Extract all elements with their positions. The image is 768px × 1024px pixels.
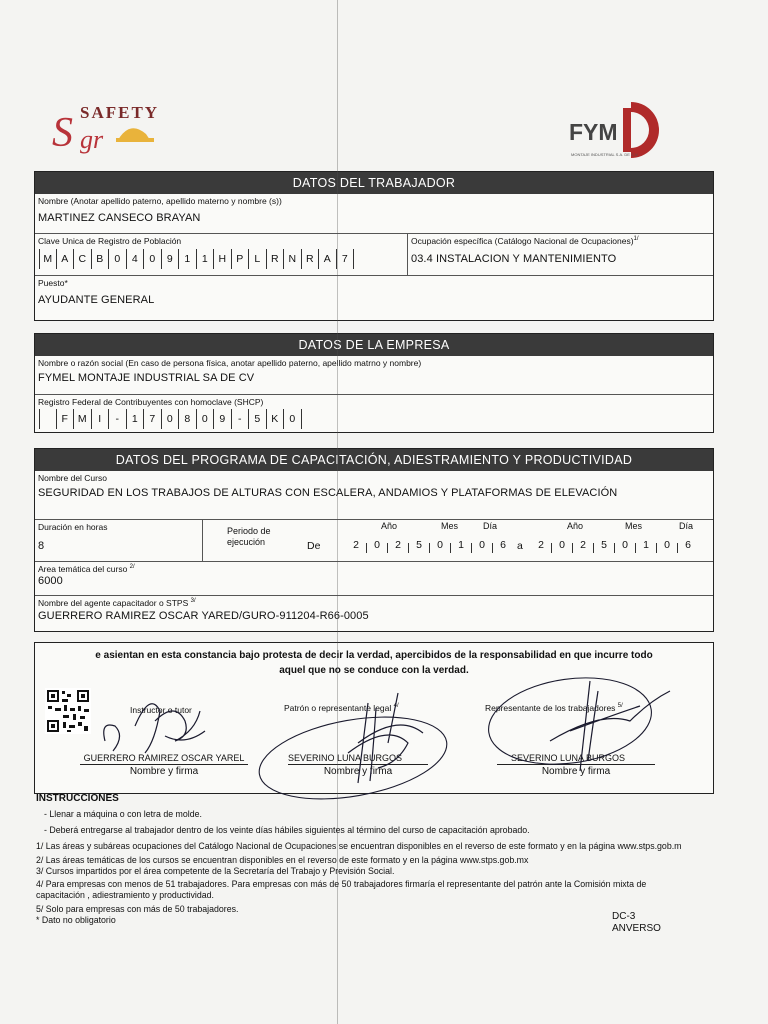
date-separator bbox=[677, 543, 678, 553]
company-name-value: FYMEL MONTAJE INDUSTRIAL SA DE CV bbox=[38, 372, 255, 384]
curp-char-cell: L bbox=[249, 249, 267, 269]
fecha_inicio-digit: 2 bbox=[395, 539, 401, 551]
worker-name-label: Nombre (Anotar apellido paterno, apellido materno y nombre (s)) bbox=[38, 196, 282, 206]
instructor-label: Instructor o tutor bbox=[130, 705, 192, 715]
footnote: capacitación , adiestramiento y productividad. bbox=[36, 890, 214, 900]
date-separator bbox=[614, 543, 615, 553]
date-separator bbox=[572, 543, 573, 553]
svg-text:S: S bbox=[52, 110, 73, 156]
period-label-1: Periodo de bbox=[227, 526, 271, 536]
employer-footnote-ref: 4/ bbox=[393, 703, 399, 710]
occupation-footnote-ref: 1/ bbox=[633, 236, 639, 243]
workers-rep-caption: Nombre y firma bbox=[541, 766, 611, 777]
fecha_fin-digit: 2 bbox=[538, 539, 544, 551]
start-day-label: Día bbox=[483, 521, 498, 531]
date-separator bbox=[492, 543, 493, 553]
period-label-2: ejecución bbox=[227, 537, 266, 547]
rfc-char-cell: - bbox=[109, 409, 127, 429]
date-separator bbox=[471, 543, 472, 553]
fecha_inicio-digit: 1 bbox=[458, 539, 464, 551]
footnote: 3/ Cursos impartidos por el área competente de la Secretaría del Trabajo y Previsión Social. bbox=[36, 866, 395, 876]
curp-char-cell: 7 bbox=[337, 249, 355, 269]
rfc-cells bbox=[35, 407, 713, 432]
course-name-value: SEGURIDAD EN LOS TRABAJOS DE ALTURAS CON ESCALERA, ANDAMIOS Y PLATAFORMAS DE ELEVACIÓN bbox=[38, 487, 618, 499]
curp-char-cell: B bbox=[92, 249, 110, 269]
declaration-section bbox=[34, 642, 714, 794]
instructor-caption: Nombre y firma bbox=[129, 766, 199, 777]
declaration-line-1: e asientan en esta constancia bajo protesta de decir la verdad, apercibidos de la responsabilidad en que incurre todo bbox=[95, 650, 653, 661]
workers-rep-name: SEVERINO LUNA BURGOS bbox=[510, 753, 626, 763]
curp-char-cell: M bbox=[39, 249, 57, 269]
rfc-label: Registro Federal de Contribuyentes con homoclave (SHCP) bbox=[38, 397, 264, 407]
end-month-label: Mes bbox=[625, 521, 643, 531]
date-separator bbox=[408, 543, 409, 553]
date-separator bbox=[593, 543, 594, 553]
svg-text:gr: gr bbox=[80, 125, 104, 154]
qr-code bbox=[45, 688, 91, 734]
fecha_inicio-digit: 0 bbox=[479, 539, 485, 551]
rfc-char-cell: 1 bbox=[127, 409, 145, 429]
date-separator bbox=[387, 543, 388, 553]
rfc-char-cell: 5 bbox=[249, 409, 267, 429]
program-section-header: DATOS DEL PROGRAMA DE CAPACITACIÓN, ADIESTRAMIENTO Y PRODUCTIVIDAD bbox=[35, 449, 713, 471]
curp-char-cell: H bbox=[214, 249, 232, 269]
instructions-title: INSTRUCCIONES bbox=[36, 793, 119, 804]
fecha_inicio-digit: 0 bbox=[437, 539, 443, 551]
date-separator bbox=[656, 543, 657, 553]
position-label: Puesto* bbox=[38, 278, 68, 288]
rfc-char-cell: 0 bbox=[162, 409, 180, 429]
fecha_fin-digit: 2 bbox=[580, 539, 586, 551]
rfc-char-cell: 8 bbox=[179, 409, 197, 429]
start-year-label: Año bbox=[381, 521, 398, 531]
duration-value: 8 bbox=[38, 540, 45, 552]
curp-char-cell: P bbox=[232, 249, 250, 269]
program-section bbox=[34, 448, 714, 632]
page-fold-line bbox=[337, 0, 338, 1024]
fecha_inicio-digit: 2 bbox=[353, 539, 359, 551]
svg-text:FYM: FYM bbox=[569, 119, 618, 145]
form-code-side: ANVERSO bbox=[612, 923, 661, 934]
trainer-footnote-ref: 3/ bbox=[190, 598, 196, 605]
rfc-char-cell bbox=[39, 409, 57, 429]
end-day-label: Día bbox=[679, 521, 694, 531]
fecha_inicio-digit: 6 bbox=[500, 539, 506, 551]
rfc-char-cell: K bbox=[267, 409, 285, 429]
date-separator bbox=[635, 543, 636, 553]
rfc-char-cell: I bbox=[92, 409, 110, 429]
fecha_inicio-digit: 5 bbox=[416, 539, 422, 551]
fecha_fin-digit: 5 bbox=[601, 539, 607, 551]
curp-char-cell: C bbox=[74, 249, 92, 269]
fecha_fin-digit: 0 bbox=[664, 539, 670, 551]
employer-signature bbox=[248, 663, 468, 803]
occupation-label: Ocupación específica (Catálogo Nacional de Ocupaciones) bbox=[411, 236, 634, 246]
fecha_inicio-digit: 0 bbox=[374, 539, 380, 551]
workers-rep-footnote-ref: 5/ bbox=[617, 703, 623, 710]
subject-area-footnote-ref: 2/ bbox=[129, 564, 135, 571]
start-month-label: Mes bbox=[441, 521, 459, 531]
fecha_fin-digit: 1 bbox=[643, 539, 649, 551]
date-separator bbox=[551, 543, 552, 553]
form-code bbox=[612, 911, 661, 935]
rfc-char-cell: - bbox=[232, 409, 250, 429]
rfc-char-cell: 0 bbox=[284, 409, 302, 429]
footnote: 2/ Las áreas temáticas de los cursos se encuentran disponibles en el reverso de este formato y en la página www.stps.gob.mx bbox=[36, 855, 529, 865]
curp-char-cell: 0 bbox=[109, 249, 127, 269]
instructions bbox=[36, 793, 726, 926]
fecha_fin-digit: 0 bbox=[559, 539, 565, 551]
curp-char-cell: 0 bbox=[144, 249, 162, 269]
footnote: * Dato no obligatorio bbox=[36, 915, 116, 925]
subject-area-label: Area temática del curso bbox=[38, 564, 128, 574]
employer-name: SEVERINO LUNA BURGOS bbox=[287, 753, 403, 763]
svg-text:MONTAJE INDUSTRIAL S.A. DE C.V: MONTAJE INDUSTRIAL S.A. DE C.V. bbox=[571, 152, 639, 157]
instructor-signature-line bbox=[80, 764, 248, 765]
date-separator bbox=[450, 543, 451, 553]
employer-label: Patrón o representante legal bbox=[284, 703, 392, 713]
to-label: a bbox=[517, 540, 523, 552]
curp-char-cell: 1 bbox=[197, 249, 215, 269]
svg-text:SAFETY: SAFETY bbox=[80, 103, 160, 122]
curp-char-cell: 4 bbox=[127, 249, 145, 269]
form-code-id: DC-3 bbox=[612, 911, 636, 922]
footnote: 4/ Para empresas con menos de 51 trabajadores. Para empresas con más de 50 trabajadores firmaría el representante del patrón ante la Comisión mixta de bbox=[36, 879, 647, 889]
workers-rep-signature bbox=[480, 661, 680, 791]
curp-char-cell: R bbox=[302, 249, 320, 269]
instruction-item: - Deberá entregarse al trabajador dentro de los veinte días hábiles siguientes al término del curso de capacitación aprobado. bbox=[44, 825, 530, 835]
curp-label: Clave Unica de Registro de Población bbox=[38, 236, 182, 246]
rfc-char-cell: F bbox=[57, 409, 75, 429]
fecha_fin-digit: 0 bbox=[622, 539, 628, 551]
worker-section bbox=[34, 171, 714, 321]
curp-char-cell: A bbox=[319, 249, 337, 269]
date-separator bbox=[429, 543, 430, 553]
course-name-label: Nombre del Curso bbox=[38, 473, 107, 483]
end-year-label: Año bbox=[567, 521, 584, 531]
rfc-char-cell: 0 bbox=[197, 409, 215, 429]
company-section-header: DATOS DE LA EMPRESA bbox=[35, 334, 713, 356]
declaration-line-2: aquel que no se conduce con la verdad. bbox=[279, 665, 469, 676]
duration-label: Duración en horas bbox=[38, 522, 108, 532]
company-name-label: Nombre o razón social (En caso de persona física, anotar apellido paterno, apellido matrno y nombre) bbox=[38, 358, 422, 368]
rfc-char-cell: 7 bbox=[144, 409, 162, 429]
instructor-name: GUERRERO RAMIREZ OSCAR YAREL bbox=[83, 753, 245, 763]
instruction-item: - Llenar a máquina o con letra de molde. bbox=[44, 809, 202, 819]
company-section bbox=[34, 333, 714, 433]
employer-caption: Nombre y firma bbox=[323, 766, 393, 777]
rfc-char-cell: 9 bbox=[214, 409, 232, 429]
worker-section-header: DATOS DEL TRABAJADOR bbox=[35, 172, 713, 194]
fecha_fin-digit: 6 bbox=[685, 539, 691, 551]
curp-cells bbox=[35, 246, 407, 272]
instructor-signature bbox=[95, 681, 215, 761]
workers-rep-label: Representante de los trabajadores bbox=[485, 703, 616, 713]
curp-char-cell: A bbox=[57, 249, 75, 269]
date-separator bbox=[366, 543, 367, 553]
safety-sgro-logo bbox=[50, 98, 162, 156]
position-value: AYUDANTE GENERAL bbox=[38, 294, 155, 306]
curp-char-cell: 1 bbox=[179, 249, 197, 269]
rfc-char-cell: M bbox=[74, 409, 92, 429]
subject-area-value: 6000 bbox=[38, 575, 63, 587]
footnote: 1/ Las áreas y subáreas ocupaciones del Catálogo Nacional de Ocupaciones se encuentran disponibles en el reverso de este formato y en la página www.stps.gob.m bbox=[36, 841, 682, 851]
occupation-value: 03.4 INSTALACION Y MANTENIMIENTO bbox=[411, 253, 617, 265]
trainer-value: GUERRERO RAMIREZ OSCAR YARED/GURO-911204-R66-0005 bbox=[38, 610, 369, 622]
worker-name-value: MARTINEZ CANSECO BRAYAN bbox=[38, 212, 201, 224]
fymel-logo bbox=[567, 96, 677, 160]
from-label: De bbox=[307, 540, 321, 552]
curp-char-cell: 9 bbox=[162, 249, 180, 269]
curp-char-cell: N bbox=[284, 249, 302, 269]
trainer-label: Nombre del agente capacitador o STPS bbox=[38, 598, 189, 608]
footnote: 5/ Solo para empresas con más de 50 trabajadores. bbox=[36, 904, 239, 914]
curp-char-cell: R bbox=[267, 249, 285, 269]
